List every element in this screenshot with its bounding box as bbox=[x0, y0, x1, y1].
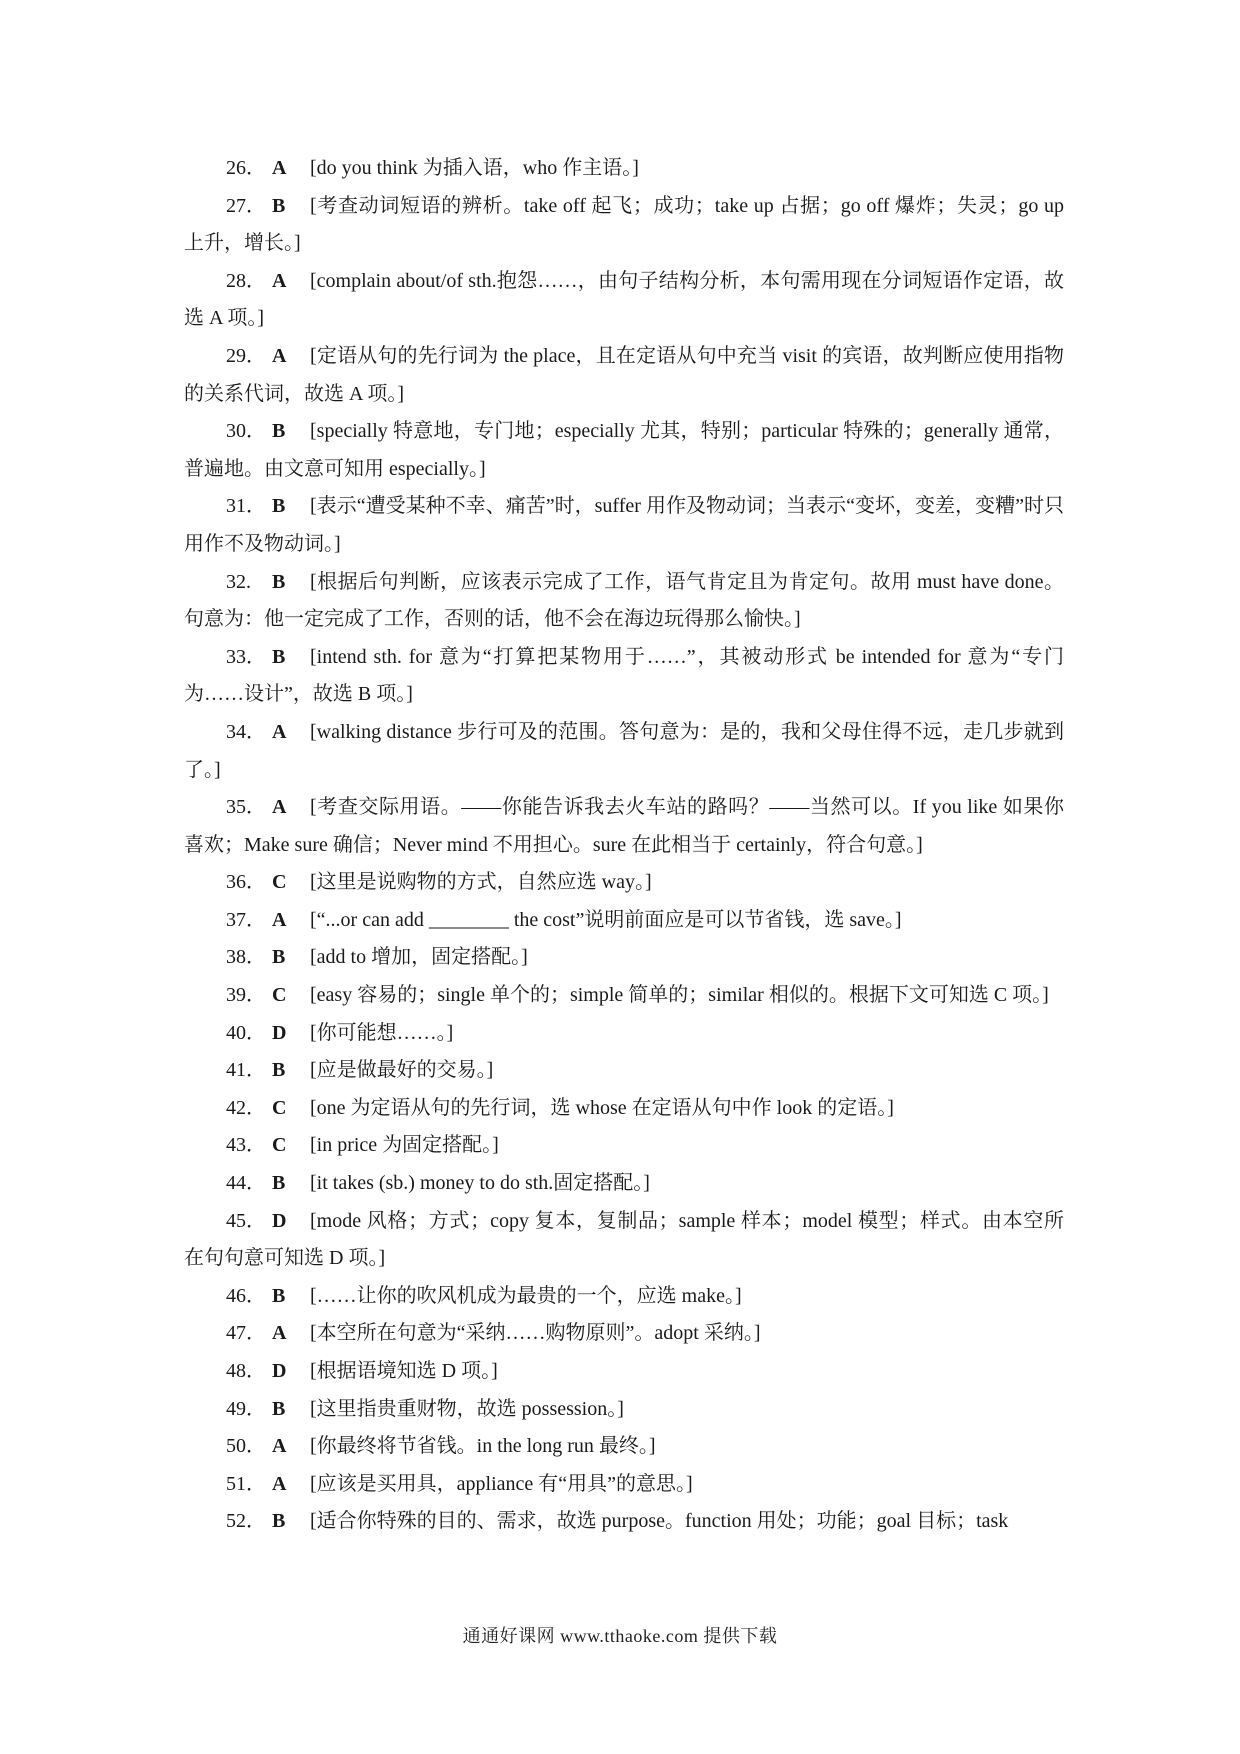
explanation-text: [根据语境知选 D 项。] bbox=[310, 1360, 498, 1382]
answer-letter: C bbox=[272, 984, 287, 1007]
answer-item bbox=[184, 1052, 1064, 1090]
answer-list bbox=[184, 150, 1064, 1541]
explanation-text: [add to 增加，固定搭配。] bbox=[310, 946, 528, 969]
question-number: 39． bbox=[226, 984, 266, 1007]
answer-item bbox=[184, 789, 1064, 864]
answer-item bbox=[184, 714, 1064, 789]
explanation-text: [complain about/of sth.抱怨……，由句子结构分析，本句需用现在分词短语作定语，故选 A 项。] bbox=[184, 269, 1064, 330]
explanation-text: [这里指贵重财物，故选 possession。] bbox=[310, 1397, 624, 1420]
answer-item bbox=[184, 564, 1064, 639]
question-number: 49． bbox=[226, 1397, 266, 1420]
explanation-text: [easy 容易的；single 单个的；simple 简单的；similar 相似的。根据下文可知选 C 项。] bbox=[310, 984, 1049, 1007]
answer-item bbox=[184, 1090, 1064, 1128]
explanation-text: [mode 风格；方式；copy 复本，复制品；sample 样本；model 模型；样式。由本空所在句句意可知选 D 项。] bbox=[184, 1209, 1064, 1270]
answer-item bbox=[184, 864, 1064, 902]
question-number: 52． bbox=[226, 1510, 266, 1533]
answer-letter: B bbox=[272, 645, 286, 668]
answer-item bbox=[184, 1466, 1064, 1504]
answer-item bbox=[184, 1165, 1064, 1203]
question-number: 34． bbox=[226, 720, 266, 743]
answer-letter: B bbox=[272, 1059, 286, 1082]
question-number: 46． bbox=[226, 1284, 266, 1307]
question-number: 36． bbox=[226, 871, 266, 894]
explanation-text: [应该是买用具，appliance 有“用具”的意思。] bbox=[310, 1472, 693, 1495]
explanation-text: [one 为定语从句的先行词，选 whose 在定语从句中作 look 的定语。] bbox=[310, 1096, 894, 1119]
answer-item bbox=[184, 1015, 1064, 1053]
question-number: 27． bbox=[226, 194, 266, 217]
answer-letter: D bbox=[272, 1021, 287, 1044]
answer-item bbox=[184, 1203, 1064, 1278]
answer-letter: D bbox=[272, 1360, 287, 1382]
explanation-text: [适合你特殊的目的、需求，故选 purpose。function 用处；功能；goal 目标；task bbox=[310, 1510, 1009, 1533]
explanation-text: [intend sth. for 意为“打算把某物用于……”，其被动形式 be intended for 意为“专门为……设计”，故选 B 项。] bbox=[184, 645, 1064, 706]
answer-item bbox=[184, 1428, 1064, 1466]
question-number: 48． bbox=[226, 1360, 266, 1382]
answer-letter: A bbox=[272, 1322, 287, 1345]
question-number: 43． bbox=[226, 1134, 266, 1157]
question-number: 44． bbox=[226, 1172, 266, 1195]
explanation-text: [应是做最好的交易。] bbox=[310, 1059, 494, 1082]
answer-item bbox=[184, 488, 1064, 563]
answer-letter: B bbox=[272, 1510, 286, 1533]
explanation-text: [定语从句的先行词为 the place，且在定语从句中充当 visit 的宾语，故判断应使用指物的关系代词，故选 A 项。] bbox=[184, 344, 1064, 405]
explanation-text: [你最终将节省钱。in the long run 最终。] bbox=[310, 1435, 656, 1458]
answer-item bbox=[184, 1353, 1064, 1391]
answer-letter: A bbox=[272, 796, 287, 819]
question-number: 30． bbox=[226, 420, 266, 443]
question-number: 45． bbox=[226, 1209, 266, 1232]
question-number: 31． bbox=[226, 495, 266, 518]
answer-letter: A bbox=[272, 269, 287, 292]
answer-item bbox=[184, 1315, 1064, 1353]
answer-letter: C bbox=[272, 1096, 287, 1119]
question-number: 32. bbox=[226, 570, 251, 593]
answer-letter: A bbox=[272, 344, 287, 367]
answer-letter: A bbox=[272, 720, 287, 743]
answer-item bbox=[184, 263, 1064, 338]
question-number: 41． bbox=[226, 1059, 266, 1082]
explanation-text: [it takes (sb.) money to do sth.固定搭配。] bbox=[310, 1172, 650, 1195]
explanation-text: [do you think 为插入语，who 作主语。] bbox=[310, 157, 639, 179]
answer-letter: B bbox=[272, 946, 286, 969]
question-number: 35． bbox=[226, 796, 266, 819]
answer-item bbox=[184, 939, 1064, 977]
question-number: 47． bbox=[226, 1322, 266, 1345]
question-number: 40． bbox=[226, 1021, 266, 1044]
explanation-text: [walking distance 步行可及的范围。答句意为：是的，我和父母住得不远，走几步就到了。] bbox=[184, 720, 1064, 781]
explanation-text: [这里是说购物的方式，自然应选 way。] bbox=[310, 871, 652, 894]
question-number: 26． bbox=[226, 157, 266, 179]
question-number: 33． bbox=[226, 645, 266, 668]
question-number: 37． bbox=[226, 908, 266, 931]
explanation-text: [……让你的吹风机成为最贵的一个，应选 make。] bbox=[310, 1284, 742, 1307]
answer-letter: A bbox=[272, 1472, 287, 1495]
answer-item bbox=[184, 1503, 1064, 1541]
answer-item bbox=[184, 977, 1064, 1015]
answer-letter: D bbox=[272, 1209, 287, 1232]
answer-letter: A bbox=[272, 1435, 287, 1458]
answer-item bbox=[184, 338, 1064, 413]
answer-item bbox=[184, 150, 1064, 188]
answer-item bbox=[184, 188, 1064, 263]
page-footer: 通通好课网 www.tthaoke.com 提供下载 bbox=[462, 1626, 778, 1646]
answer-letter: B bbox=[272, 570, 286, 593]
question-number: 28． bbox=[226, 269, 266, 292]
answer-item bbox=[184, 1127, 1064, 1165]
explanation-text: [考查交际用语。——你能告诉我去火车站的路吗？——当然可以。If you like 如果你喜欢；Make sure 确信；Never mind 不用担心。sure 在此相当于 certainly，符合句意。] bbox=[184, 796, 1064, 856]
question-number: 38． bbox=[226, 946, 266, 969]
explanation-text: [根据后句判断，应该表示完成了工作，语气肯定且为肯定句。故用 must have done。句意为：他一定完成了工作，否则的话，他不会在海边玩得那么愉快。] bbox=[184, 570, 1064, 631]
explanation-text: [表示“遭受某种不幸、痛苦”时，suffer 用作及物动词；当表示“变坏，变差，变糟”时只用作不及物动词。] bbox=[184, 495, 1064, 555]
explanation-text: [“...or can add ________ the cost”说明前面应是可以节省钱，选 save。] bbox=[310, 908, 902, 931]
answer-letter: B bbox=[272, 1172, 286, 1195]
answer-letter: B bbox=[272, 1397, 286, 1420]
question-number: 29． bbox=[226, 344, 266, 367]
answer-letter: A bbox=[272, 908, 287, 931]
answer-letter: B bbox=[272, 495, 286, 518]
answer-letter: B bbox=[272, 194, 286, 217]
answer-item bbox=[184, 1391, 1064, 1429]
answer-item bbox=[184, 902, 1064, 940]
answer-letter: B bbox=[272, 1284, 286, 1307]
question-number: 50． bbox=[226, 1435, 266, 1458]
explanation-text: [in price 为固定搭配。] bbox=[310, 1134, 499, 1157]
answer-letter: C bbox=[272, 1134, 287, 1157]
answer-letter: A bbox=[272, 157, 287, 179]
explanation-text: [specially 特意地，专门地；especially 尤其，特别；particular 特殊的；generally 通常，普遍地。由文意可知用 especially。] bbox=[184, 420, 1064, 480]
answer-item bbox=[184, 413, 1064, 488]
answer-item bbox=[184, 639, 1064, 714]
question-number: 42． bbox=[226, 1096, 266, 1119]
answer-item bbox=[184, 1278, 1064, 1316]
explanation-text: [本空所在句意为“采纳……购物原则”。adopt 采纳。] bbox=[310, 1322, 761, 1345]
explanation-text: [考查动词短语的辨析。take off 起飞；成功；take up 占据；go off 爆炸；失灵；go up 上升，增长。] bbox=[184, 194, 1064, 255]
explanation-text: [你可能想……。] bbox=[310, 1021, 454, 1044]
answer-letter: B bbox=[272, 420, 286, 443]
answer-letter: C bbox=[272, 871, 287, 894]
question-number: 51． bbox=[226, 1472, 266, 1495]
